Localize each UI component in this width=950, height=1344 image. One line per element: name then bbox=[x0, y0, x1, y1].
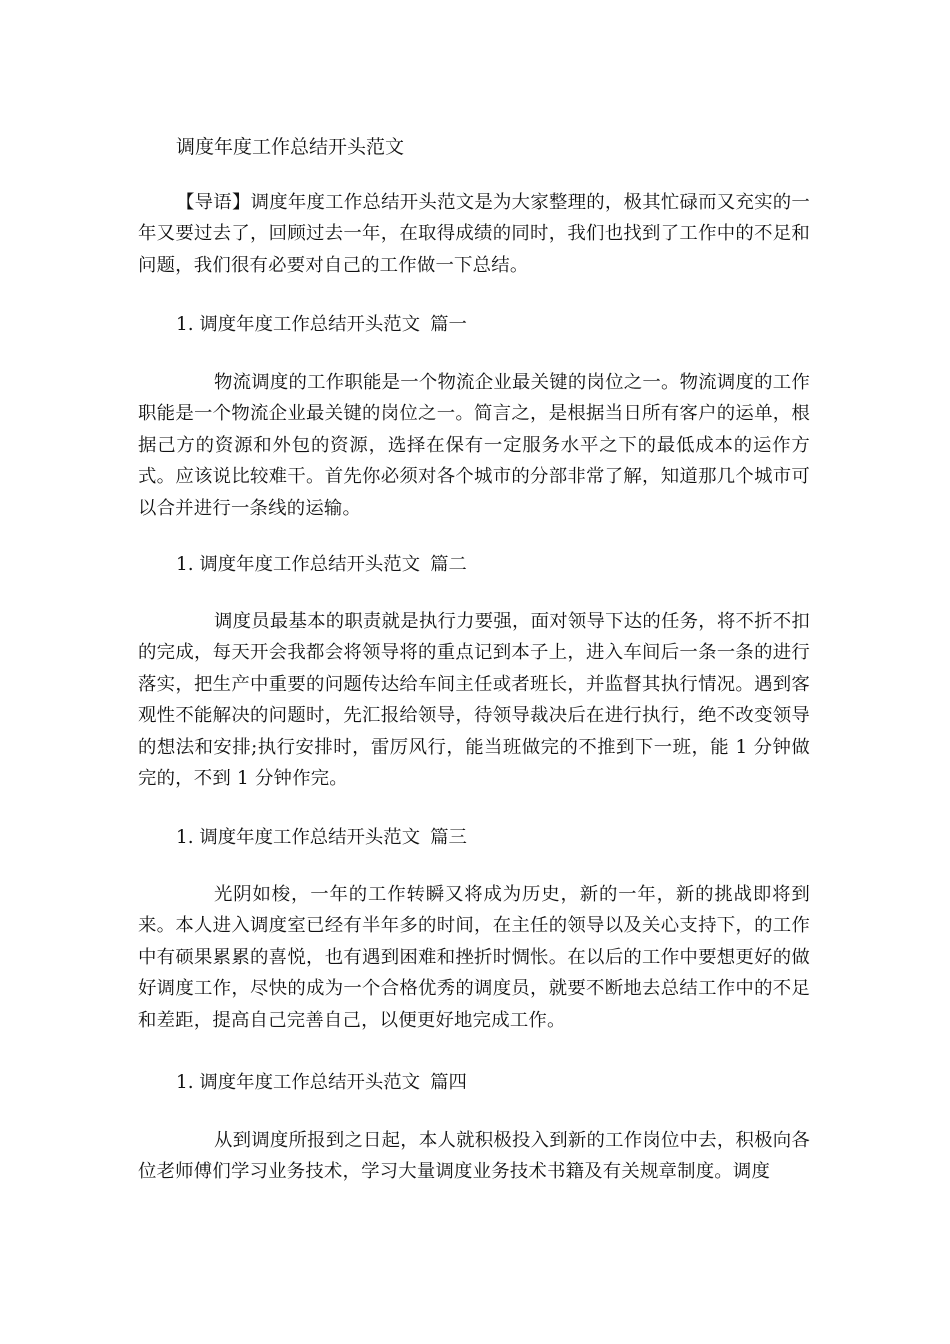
intro-paragraph: 【导语】调度年度工作总结开头范文是为大家整理的，极其忙碌而又充实的一年又要过去了，回顾过去一年，在取得成绩的同时，我们也找到了工作中的不足和问题，我们很有必要对自己的工作做一下总结。 bbox=[138, 192, 810, 276]
section-heading-1 bbox=[176, 310, 467, 340]
section-heading-3-suffix: 篇三 bbox=[430, 827, 467, 848]
section-body-1: 物流调度的工作职能是一个物流企业最关键的岗位之一。物流调度的工作职能是一个物流企业最关键的岗位之一。简言之，是根据当日所有客户的运单，根据己方的资源和外包的资源，选择在保有一定服务水平之下的最低成本的运作方式。应该说比较难干。首先你必须对各个城市的分部非常了解，知道那几个城市可以合并进行一条线的运输。 bbox=[138, 372, 810, 519]
section-heading-4-suffix: 篇四 bbox=[430, 1072, 467, 1093]
section-heading-4 bbox=[176, 1068, 467, 1098]
section-heading-3-prefix: 1. 调度年度工作总结开头范文 bbox=[176, 827, 421, 848]
section-body-4: 从到调度所报到之日起，本人就积极投入到新的工作岗位中去，积极向各位老师傅们学习业务技术，学习大量调度业务技术书籍及有关规章制度。调度 bbox=[138, 1130, 810, 1183]
section-heading-3 bbox=[176, 823, 467, 853]
section-heading-1-suffix: 篇一 bbox=[430, 314, 467, 335]
section-heading-4-prefix: 1. 调度年度工作总结开头范文 bbox=[176, 1072, 421, 1093]
section-heading-2-suffix: 篇二 bbox=[430, 554, 467, 575]
section-heading-1-prefix: 1. 调度年度工作总结开头范文 bbox=[176, 314, 421, 335]
section-heading-2 bbox=[176, 550, 467, 580]
section-body-3: 光阴如梭，一年的工作转瞬又将成为历史，新的一年，新的挑战即将到来。本人进入调度室已经有半年多的时间，在主任的领导以及关心支持下，的工作中有硕果累累的喜悦，也有遇到困难和挫折时惆怅。在以后的工作中要想更好的做好调度工作，尽快的成为一个合格优秀的调度员，就要不断地去总结工作中的不足和差距，提高自己完善自己，以便更好地完成工作。 bbox=[138, 884, 810, 1031]
section-heading-2-prefix: 1. 调度年度工作总结开头范文 bbox=[176, 554, 421, 575]
document-title: 调度年度工作总结开头范文 bbox=[176, 136, 405, 158]
section-body-2: 调度员最基本的职责就是执行力要强，面对领导下达的任务，将不折不扣的完成，每天开会我都会将领导将的重点记到本子上，进入车间后一条一条的进行落实，把生产中重要的问题传达给车间主任或者班长，并监督其执行情况。遇到客观性不能解决的问题时，先汇报给领导，待领导裁决后在进行执行，绝不改变领导的想法和安排;执行安排时，雷厉风行，能当班做完的不推到下一班，能 1 分钟做完的，不到 1 分钟作完。 bbox=[138, 611, 810, 790]
